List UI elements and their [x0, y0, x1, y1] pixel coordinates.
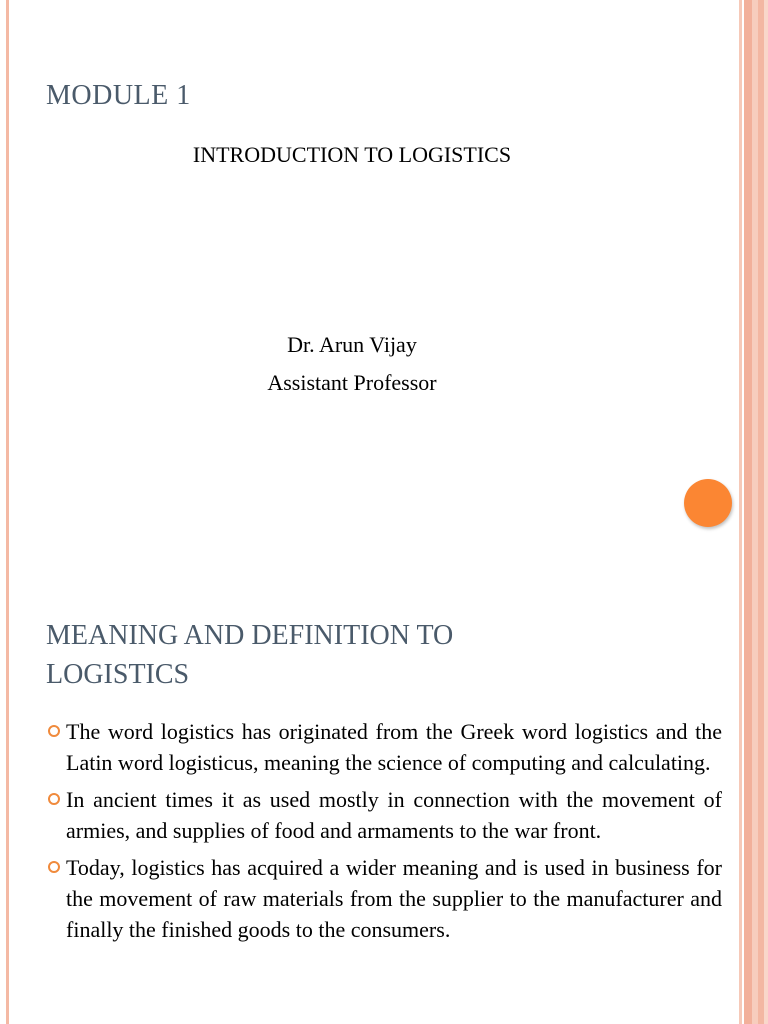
author-name: Dr. Arun Vijay: [287, 332, 417, 357]
right-decorative-stripes: [736, 512, 768, 1024]
bullet-list: [46, 716, 722, 951]
list-item: [46, 852, 722, 945]
author-role: Assistant Professor: [267, 370, 437, 395]
heading-line-2: LOGISTICS: [46, 659, 190, 690]
left-accent-bar: [6, 512, 9, 1024]
right-decorative-stripes: [736, 0, 768, 512]
heading-line-1: MEANING AND DEFINITION TO: [46, 620, 454, 651]
slide-heading: [46, 616, 646, 694]
slide-2: [0, 512, 768, 1024]
orange-circle-icon: [684, 479, 732, 527]
ring-bullet-icon: [48, 861, 60, 873]
author-block: [0, 326, 704, 402]
bullet-text: The word logistics has originated from the Greek word logistics and the Latin word logisticus, meaning the science of computing and calculating.: [66, 719, 722, 775]
slide-title: MODULE 1: [46, 80, 191, 111]
slide-subtitle: INTRODUCTION TO LOGISTICS: [192, 142, 512, 167]
list-item: [46, 716, 722, 778]
ring-bullet-icon: [48, 793, 60, 805]
bullet-text: In ancient times it as used mostly in connection with the movement of armies, and supplies of food and armaments to the war front.: [66, 787, 722, 843]
bullet-text: Today, logistics has acquired a wider meaning and is used in business for the movement of raw materials from the supplier to the manufacturer and finally the finished goods to the consumers.: [66, 855, 722, 942]
list-item: [46, 784, 722, 846]
ring-bullet-icon: [48, 725, 60, 737]
left-accent-bar: [6, 0, 9, 512]
